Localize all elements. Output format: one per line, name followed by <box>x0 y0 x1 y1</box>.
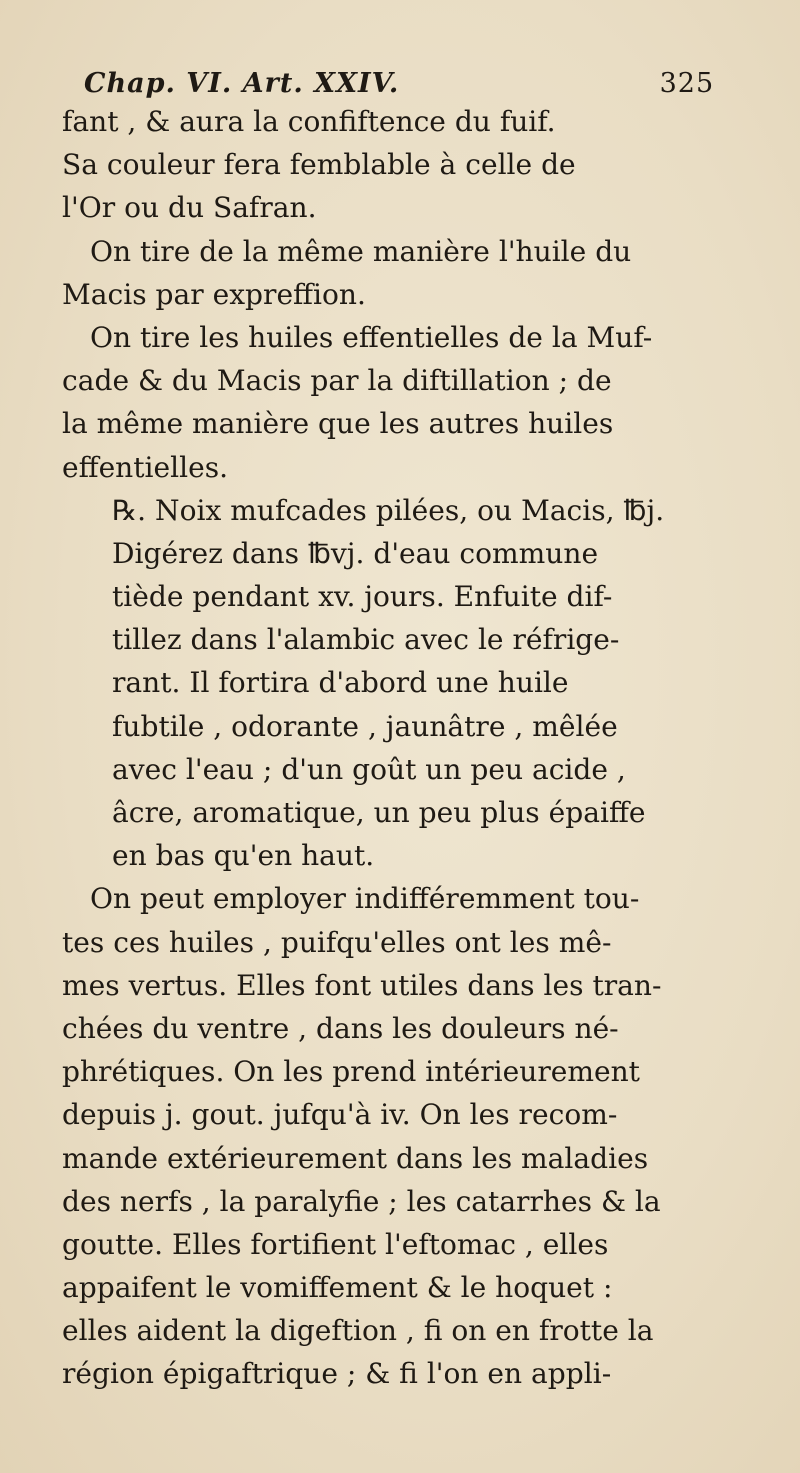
page-number: 325 <box>659 68 715 99</box>
text-line: des nerfs , la paralyfie ; les catarrhes & la <box>62 1184 661 1218</box>
text-line: Sa couleur fera femblable à celle de <box>62 148 576 182</box>
recipe-line: tillez dans l'alambic avec le réfrige- <box>112 623 620 657</box>
recipe-line: avec l'eau ; d'un goût un peu acide , <box>112 752 626 786</box>
text-line: mande extérieurement dans les maladies <box>62 1141 649 1175</box>
text-line: phrétiques. On les prend intérieurement <box>62 1055 640 1089</box>
text-line: effentielles. <box>62 450 229 484</box>
text-line: elles aident la digeftion , fi on en frotte la <box>62 1314 654 1348</box>
text-line: chées du ventre , dans les douleurs né- <box>62 1011 619 1045</box>
recipe-line: Digérez dans ℔vj. d'eau commune <box>112 536 599 570</box>
paragraph-start-line: On tire de la même manière l'huile du <box>90 234 632 268</box>
text-line: depuis j. gout. jufqu'à iv. On les recom- <box>62 1098 618 1132</box>
text-line: mes vertus. Elles font utiles dans les tran- <box>62 968 662 1002</box>
paragraph-start-line: On peut employer indifféremment tou- <box>90 882 640 916</box>
paragraph-start-line: On tire les huiles effentielles de la Muf- <box>90 320 653 354</box>
text-line: cade & du Macis par la diftillation ; de <box>62 364 612 398</box>
running-header <box>84 68 790 100</box>
text-line: l'Or ou du Safran. <box>62 191 317 225</box>
text-line: la même manière que les autres huiles <box>62 407 614 441</box>
text-line: région épigaftrique ; & fi l'on en appli- <box>62 1357 612 1391</box>
text-line: Macis par expreffion. <box>62 277 366 311</box>
recipe-line: rant. Il fortira d'abord une huile <box>112 666 569 700</box>
text-line: appaifent le vomiffement & le hoquet : <box>62 1271 613 1305</box>
text-line: fant , & aura la confiftence du fuif. <box>62 105 556 138</box>
chapter-title: Chap. VI. Art. XXIV. <box>84 68 400 99</box>
recipe-line: ℞. Noix mufcades pilées, ou Macis, ℔j. <box>112 493 665 527</box>
recipe-line: âcre, aromatique, un peu plus épaiffe <box>112 796 646 829</box>
text-line: tes ces huiles , puifqu'elles ont les mê- <box>62 925 612 959</box>
recipe-line: fubtile , odorante , jaunâtre , mêlée <box>112 709 618 743</box>
recipe-line: en bas qu'en haut. <box>112 839 375 873</box>
text-line: goutte. Elles fortifient l'eftomac , elles <box>62 1227 609 1261</box>
recipe-line: tiède pendant xv. jours. Enfuite dif- <box>112 580 613 614</box>
page-text <box>62 68 790 1396</box>
